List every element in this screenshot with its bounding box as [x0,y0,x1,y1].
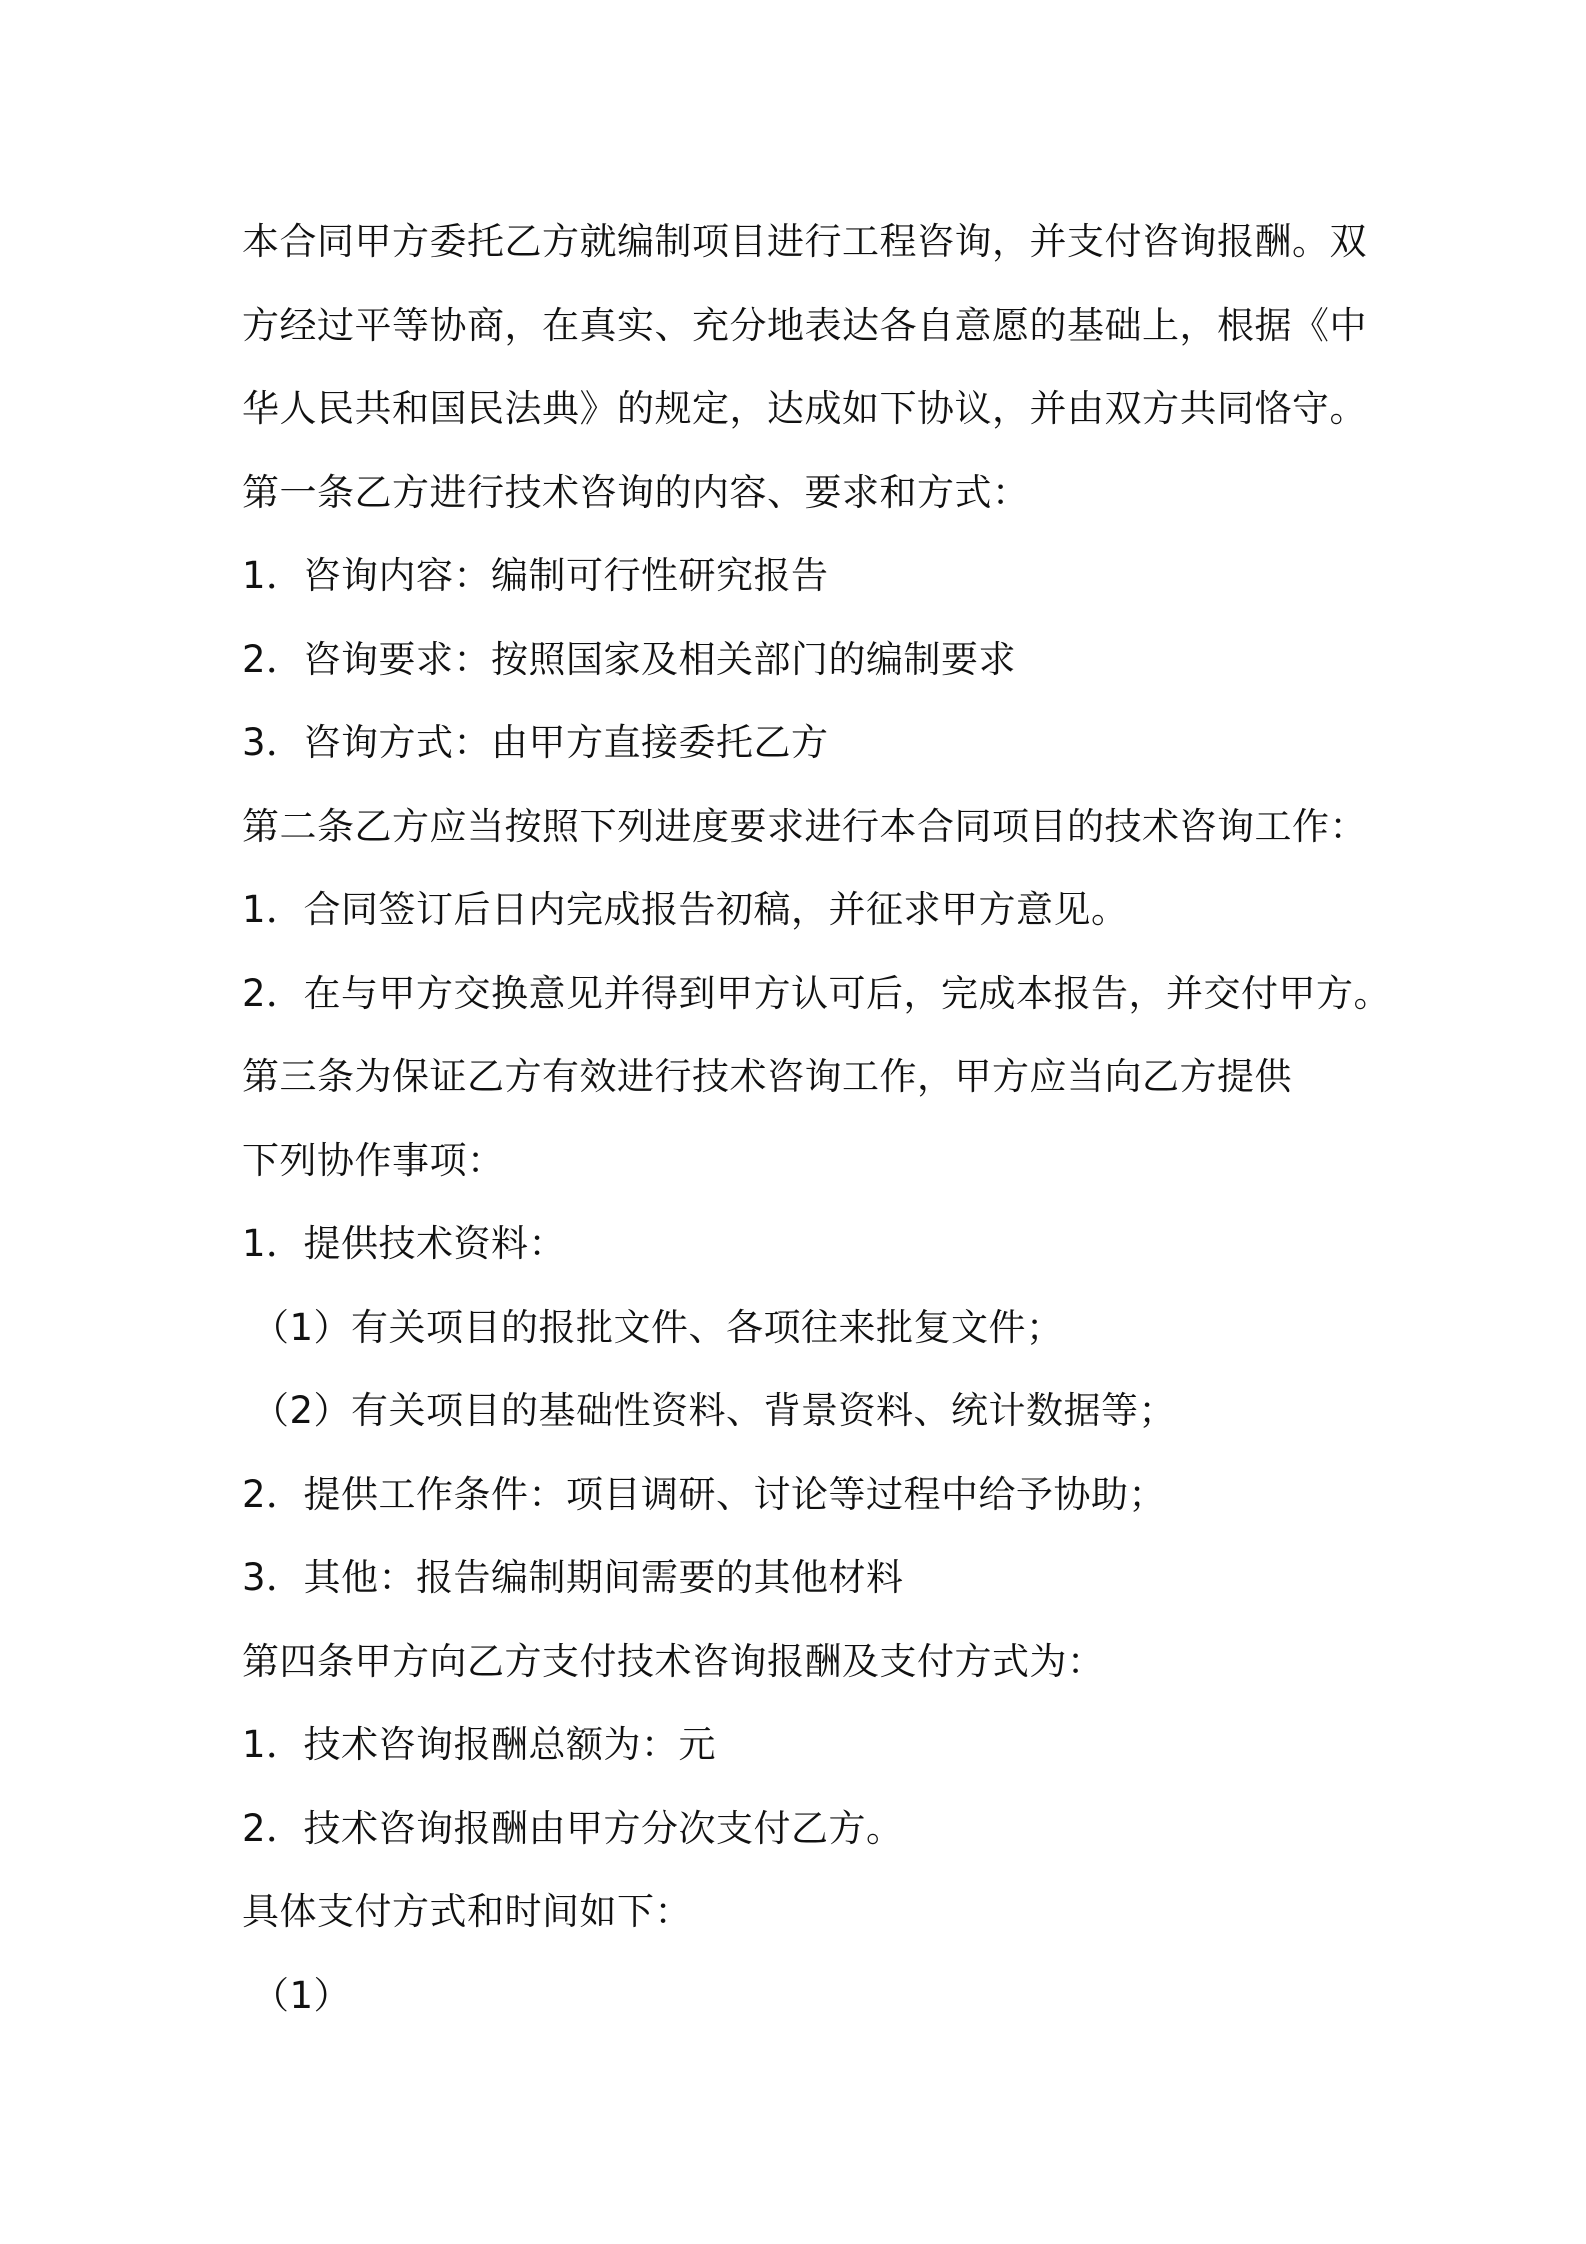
paragraph-line: 方经过平等协商，在真实、充分地表达各自意愿的基础上，根据《中 [242,303,1367,347]
contract-body [242,200,1392,2037]
list-item: 2．在与甲方交换意见并得到甲方认可后，完成本报告，并交付甲方。 [242,971,1392,1015]
paragraph-line: 本合同甲方委托乙方就编制项目进行工程咨询，并支付咨询报酬。双 [242,220,1367,263]
sub-list-item: （1）有关项目的报批文件、各项往来批复文件； [252,1305,1064,1349]
sub-list-item: （2）有关项目的基础性资料、背景资料、统计数据等； [252,1389,1177,1432]
list-item: 2．咨询要求：按照国家及相关部门的编制要求 [242,637,1017,681]
list-item: 2．提供工作条件：项目调研、讨论等过程中给予协助； [242,1472,1167,1516]
list-item: 3．其他：报告编制期间需要的其他材料 [242,1556,904,1599]
sub-list-item: （1） [252,1973,352,2017]
list-item: 1．咨询内容：编制可行性研究报告 [242,554,829,597]
article-heading: 第三条为保证乙方有效进行技术咨询工作，甲方应当向乙方提供 [242,1055,1292,1098]
article-heading: 第一条乙方进行技术咨询的内容、要求和方式： [242,470,1030,514]
paragraph-line: 华人民共和国民法典》的规定，达成如下协议，并由双方共同恪守。 [242,387,1367,430]
list-item: 1．技术咨询报酬总额为：元 [242,1723,717,1766]
list-item: 3．咨询方式：由甲方直接委托乙方 [242,721,829,764]
article-heading: 第二条乙方应当按照下列进度要求进行本合同项目的技术咨询工作： [242,804,1367,848]
article-heading-continued: 下列协作事项： [242,1138,505,1182]
paragraph-line: 具体支付方式和时间如下： [242,1890,692,1933]
list-item: 1．合同签订后日内完成报告初稿，并征求甲方意见。 [242,888,1129,931]
list-item: 2．技术咨询报酬由甲方分次支付乙方。 [242,1806,904,1850]
article-heading: 第四条甲方向乙方支付技术咨询报酬及支付方式为： [242,1639,1105,1683]
list-item: 1．提供技术资料： [242,1222,567,1265]
